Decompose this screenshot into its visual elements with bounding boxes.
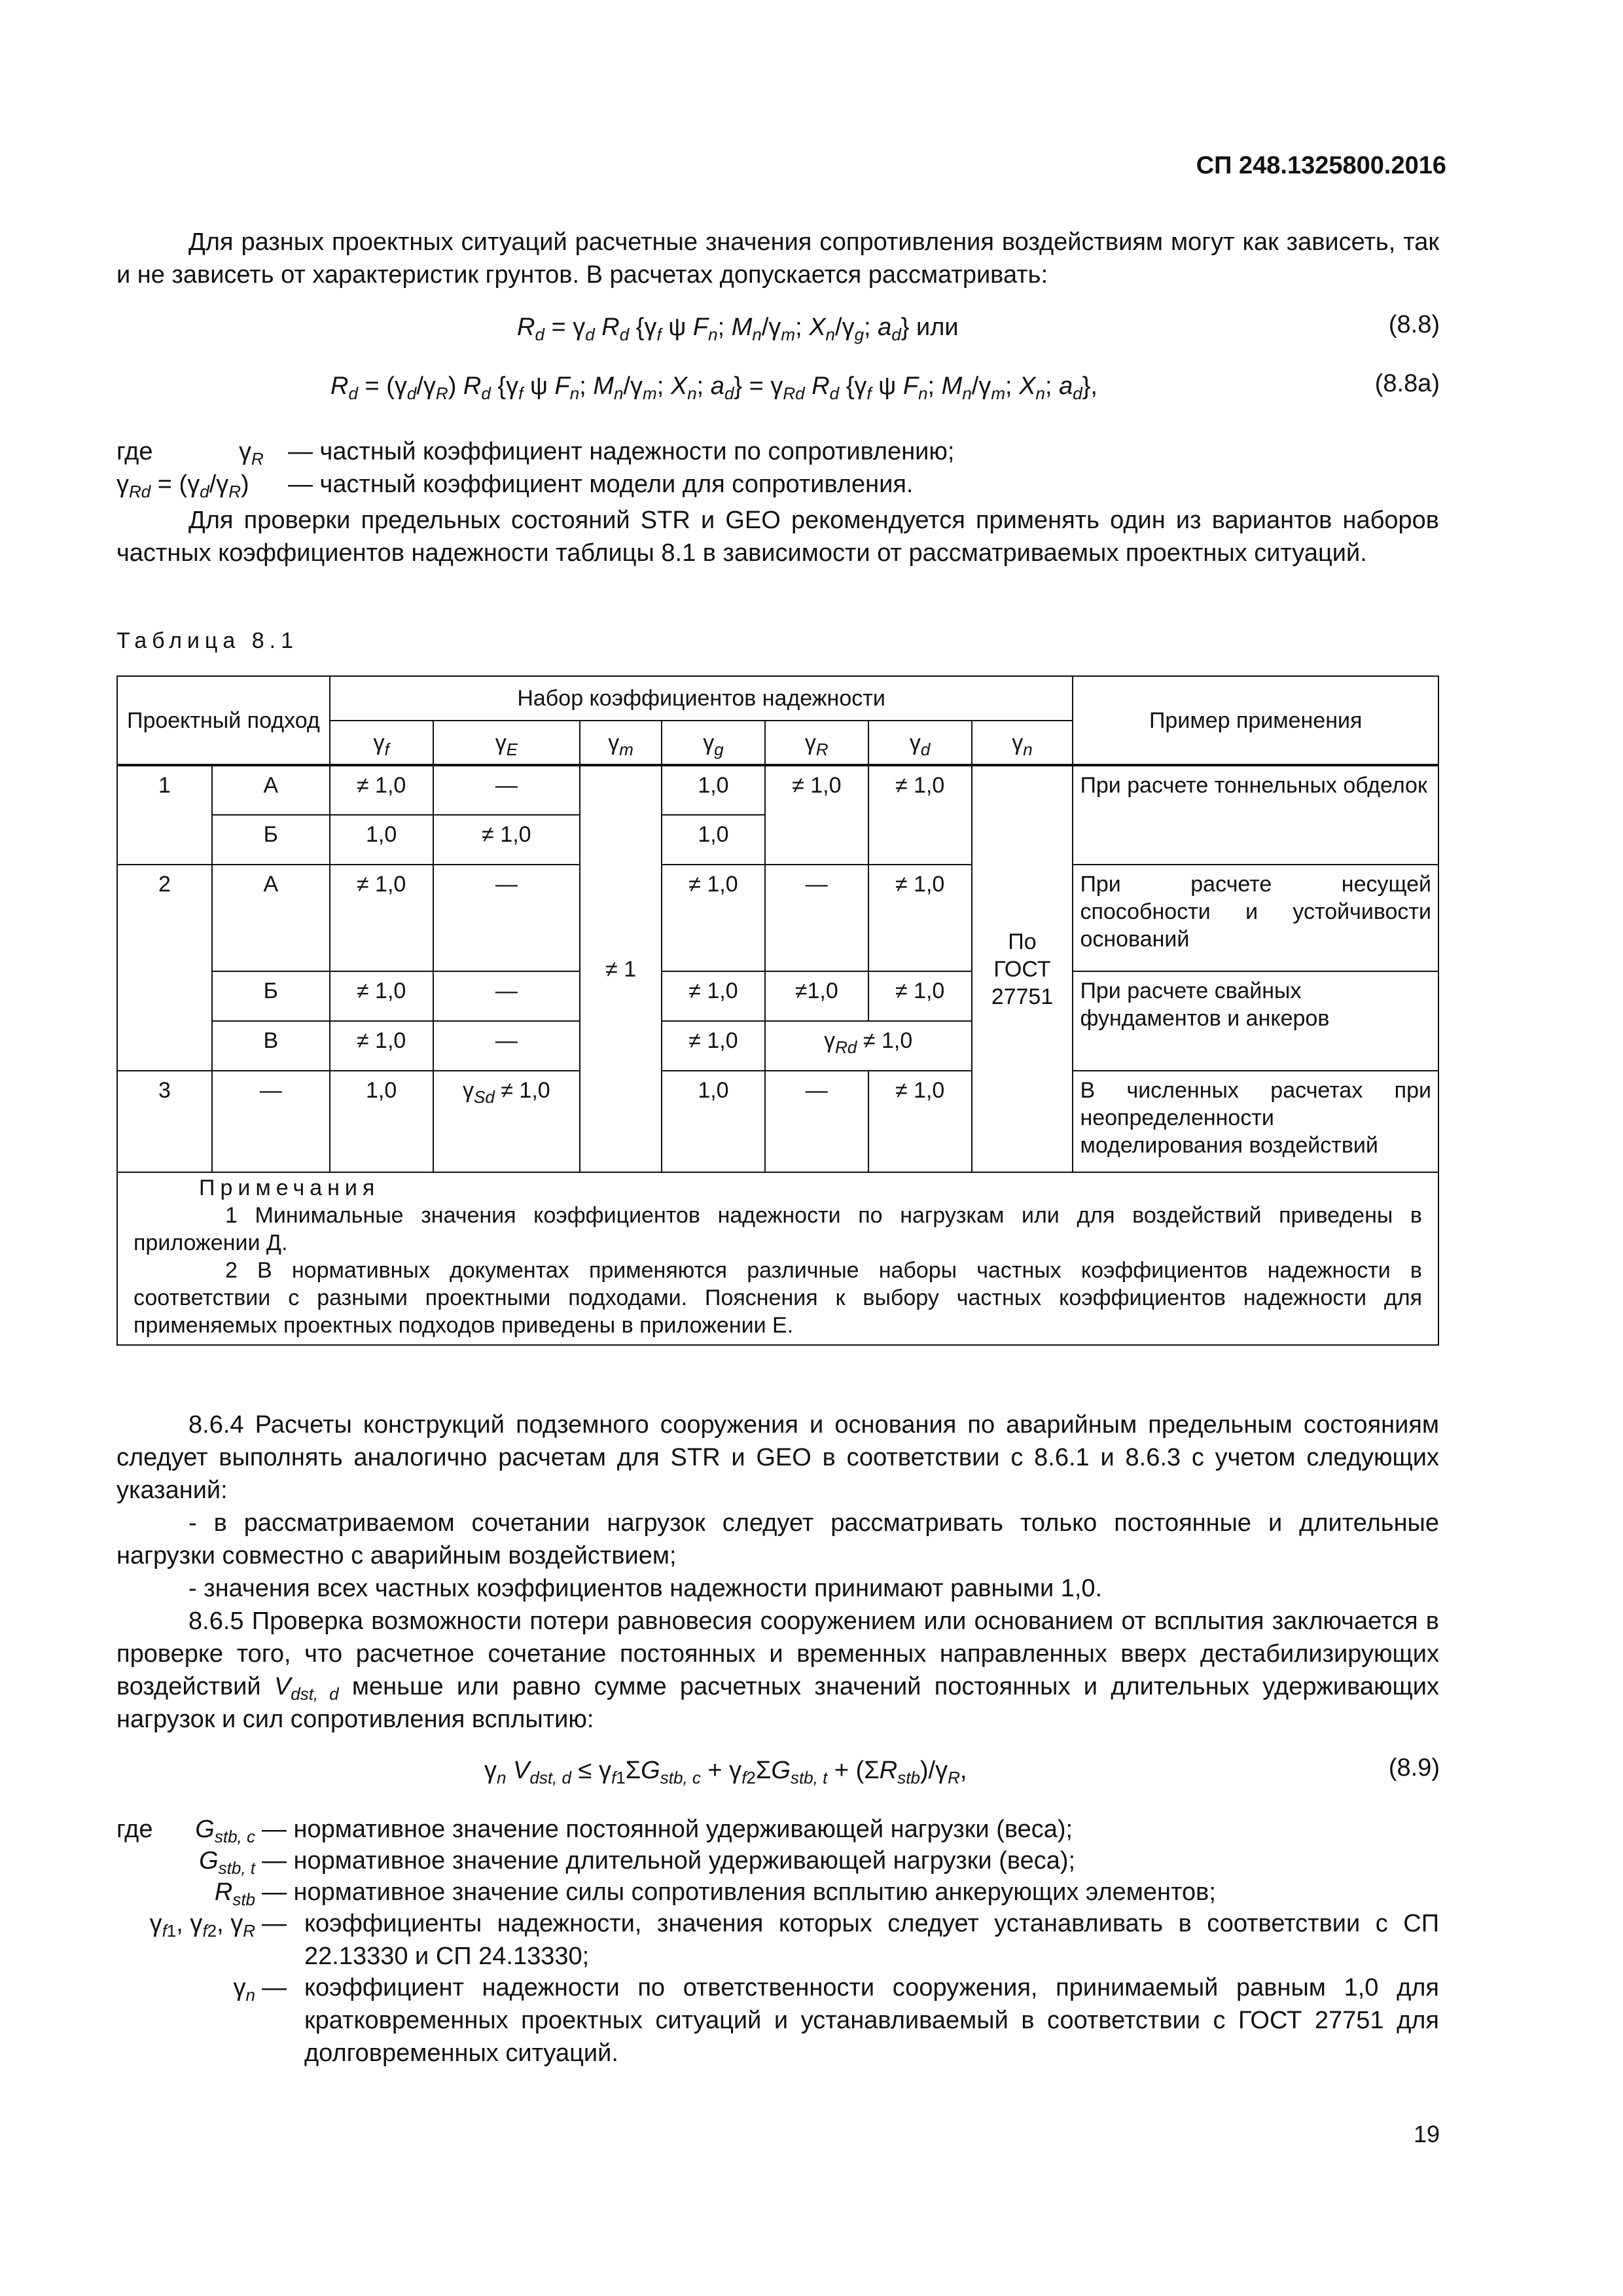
cell-sub: А (212, 865, 330, 971)
symbol-R-stb: $R_{stb}$ (214, 1878, 255, 1909)
formula-8-9-number: (8.9) (1388, 1754, 1440, 1782)
cell-gE: ≠ 1,0 (433, 815, 580, 865)
header-set: Набор коэффициентов надежности (330, 676, 1073, 721)
cell-gE: — (433, 865, 580, 971)
cell-example: При расчете свайных фундаментов и анкеров (1073, 971, 1438, 1071)
cell-gg: ≠ 1,0 (662, 971, 765, 1021)
header-example: Пример применения (1073, 676, 1438, 765)
section-8-6-4-bullet-1: - в рассматриваемом сочетании нагрузок следует рассматривать только постоянные и длительные нагрузки совместно с аварийным воздействием; (116, 1509, 1439, 1570)
where-line-2: — частный коэффициент модели для сопротивления. (288, 471, 914, 498)
formula-8-9: $\gamma_n$ $V_{dst, d} \le \gamma_{f1}\Sigma G_{stb, c} + \gamma_{f2}\Sigma G_{stb, t} + (\Sigma R_{stb})/\gamma_R$, (484, 1757, 967, 1787)
definition-5-dash: — (262, 1974, 287, 2001)
cell-gSd-value: ≠ 1,0 (501, 1078, 550, 1103)
symbol-gamma-R: $\gamma_R$ (239, 438, 264, 469)
definition-4: коэффициенты надежности, значения которых следует устанавливать в соответствии с СП 22.13330 и СП 24.13330; (304, 1910, 1439, 1970)
cell-gg: ≠ 1,0 (662, 865, 765, 971)
cell-gR: — (765, 1071, 868, 1172)
formula-8-8a: $R_d = (\gamma_d/\gamma_R)$ $R_d$ {$\gamma_f$ ψ $F_n$; $M_n/\gamma_m$; $X_n$; $a_d\} = \gamma_{Rd}$ $R_d$ {$\gamma_f$ ψ $F_n$; $M_n/\gamma_m$; $X_n$; $a_d$}, (330, 372, 1097, 403)
section-8-6-5-end: меньше или равно сумме расчетных значений постоянных и длительных удерживающих нагрузок и сил сопротивления всплытию: (116, 1673, 1439, 1733)
symbol-gamma-n: $\gamma_n$ (233, 1974, 255, 2005)
definition-2: — нормативное значение длительной удерживающей нагрузки (веса); (262, 1847, 1076, 1874)
cell-gd: ≠ 1,0 (868, 765, 972, 865)
cell-approach-num: 3 (117, 1071, 212, 1172)
cell-gE: — (433, 971, 580, 1021)
definition-1: — нормативное значение постоянной удерживающей нагрузки (веса); (262, 1816, 1073, 1843)
cell-gf: 1,0 (330, 1071, 433, 1172)
cell-sub: В (212, 1021, 330, 1071)
definition-3: — нормативное значение силы сопротивления всплытию анкерующих элементов; (262, 1878, 1216, 1906)
cell-sub: — (212, 1071, 330, 1172)
notes-cell (117, 1172, 1438, 1345)
table-row (117, 971, 1438, 1021)
cell-gf: ≠ 1,0 (330, 1021, 433, 1071)
note-2: 2 В нормативных документах применяются различные наборы частных коэффициентов надежности в соответствии с разными проектными подходами. Пояснения к выбору частных коэффициентов надежности для применяемых проектных подходов приведены в приложении Е. (134, 1258, 1422, 1338)
where-line-1: — частный коэффициент надежности по сопротивлению; (288, 438, 955, 465)
formula-8-8-tail: или (916, 314, 959, 341)
table-8-1 (116, 675, 1439, 1346)
symbol-gamma-Rd: $\gamma_{Rd} = (\gamma_d/\gamma_R)$ (116, 471, 249, 501)
symbol-G-stb-c: $G_{stb, c}$ (195, 1816, 255, 1846)
formula-8-8: $R_d = \gamma_d$ $R_d$ {$\gamma_f$ ψ $F_n$; $M_n/\gamma_m$; $X_n/\gamma_g$; $a_d$} или (517, 314, 959, 344)
cell-sub: А (212, 765, 330, 815)
symbol-gamma-f1-f2-R: $\gamma_{f1}$, $\gamma_{f2}$, $\gamma_R$ (149, 1910, 255, 1941)
header-gamma-R: $\gamma_R$ (765, 721, 868, 765)
table-row (117, 1071, 1438, 1172)
header-gamma-d: $\gamma_d$ (868, 721, 972, 765)
note-1: 1 Минимальные значения коэффициентов надежности по нагрузкам или для воздействий приведены в приложении Д. (134, 1203, 1422, 1255)
cell-gg: ≠ 1,0 (662, 1021, 765, 1071)
cell-gf: ≠ 1,0 (330, 865, 433, 971)
cell-gRd: $\gamma_{Rd} \ne 1,0$ (765, 1021, 972, 1071)
header-gamma-g: $\gamma_g$ (662, 721, 765, 765)
cell-example: При расчете тоннельных обделок (1073, 765, 1438, 865)
cell-gR: ≠1,0 (765, 971, 868, 1021)
notes-row (117, 1172, 1438, 1345)
formula-8-8-number: (8.8) (1388, 311, 1440, 338)
table-row (117, 865, 1438, 971)
cell-gf: ≠ 1,0 (330, 765, 433, 815)
cell-gE: — (433, 1021, 580, 1071)
cell-gE: — (433, 765, 580, 815)
section-8-6-4 (116, 1408, 1439, 1605)
cell-gE: $\gamma_{Sd} \ne 1,0$ (433, 1071, 580, 1172)
cell-gf: ≠ 1,0 (330, 971, 433, 1021)
cell-approach-num: 1 (117, 765, 212, 865)
header-gamma-E: $\gamma_E$ (433, 721, 580, 765)
cell-example: В численных расчетах при неопределенности моделирования воздействий (1073, 1071, 1438, 1172)
page-number: 19 (1413, 2121, 1440, 2147)
definition-4-dash: — (262, 1910, 287, 1937)
cell-approach-num: 2 (117, 865, 212, 1071)
section-8-6-5: 8.6.5 Проверка возможности потери равновесия сооружением или основанием от всплытия заключается в проверке того, что расчетное сочетание постоянных и временных направленных вверх дестабилизирующих воздействий $V_{dst, d}$ меньше или равно сумме расчетных значений постоянных и длительных удерживающих нагрузок и сил сопротивления всплытию: (116, 1607, 1439, 1733)
symbol-G-stb-t: $G_{stb, t}$ (199, 1847, 255, 1878)
cell-sub: Б (212, 971, 330, 1021)
cell-example: При расчете несущей способности и устойчивости оснований (1073, 865, 1438, 971)
cell-gRd-value: ≠ 1,0 (863, 1028, 913, 1053)
cell-gR: ≠ 1,0 (765, 765, 868, 865)
table-caption: Таблица 8.1 (116, 628, 299, 653)
cell-gf: 1,0 (330, 815, 433, 865)
header-gamma-m: $\gamma_m$ (580, 721, 662, 765)
cell-gn: По ГОСТ 27751 (972, 765, 1073, 1172)
document-code: СП 248.1325800.2016 (1196, 152, 1446, 179)
section-8-6-4-bullet-2: - значения всех частных коэффициентов надежности принимают равными 1,0. (188, 1575, 1103, 1602)
definitions-where-word: где (116, 1816, 153, 1843)
cell-gd: ≠ 1,0 (868, 1071, 972, 1172)
cell-gR: — (765, 865, 868, 971)
section-8-6-4-paragraph: 8.6.4 Расчеты конструкций подземного сооружения и основания по аварийным предельным состояниям следует выполнять аналогично расчетам для STR и GEO в соответствии с 8.6.1 и 8.6.3 с учетом следующих указаний: (116, 1411, 1439, 1504)
intro-paragraph: Для разных проектных ситуаций расчетные значения сопротивления воздействиям могут как зависеть, так и не зависеть от характеристик грунтов. В расчетах допускается рассматривать: (116, 228, 1439, 289)
notes-title: Примечания (199, 1175, 380, 1200)
where-word: где (116, 438, 153, 465)
definition-5: коэффициент надежности по ответственности сооружения, принимаемый равным 1,0 для кратковременных проектных ситуаций и устанавливаемый в соответствии с ГОСТ 27751 для долговременных ситуаций. (304, 1974, 1439, 2067)
cell-gg: 1,0 (662, 1071, 765, 1172)
check-paragraph: Для проверки предельных состояний STR и GEO рекомендуется применять один из вариантов наборов частных коэффициентов надежности таблицы 8.1 в зависимости от рассматриваемых проектных ситуаций. (116, 507, 1439, 567)
cell-gd: ≠ 1,0 (868, 971, 972, 1021)
header-gamma-f: $\gamma_f$ (330, 721, 433, 765)
formula-8-8a-number: (8.8а) (1374, 370, 1440, 397)
section-8-6-5-start: 8.6.5 Проверка возможности потери равновесия сооружением или основанием от всплытия заключается в проверке того, что расчетное сочетание постоянных и временных направленных вверх дестабилизирующих воздействий (116, 1607, 1439, 1700)
cell-gg: 1,0 (662, 765, 765, 815)
cell-sub: Б (212, 815, 330, 865)
table-row (117, 765, 1438, 815)
header-approach: Проектный подход (117, 676, 330, 765)
cell-gd: ≠ 1,0 (868, 865, 972, 971)
header-gamma-n: $\gamma_n$ (972, 721, 1073, 765)
cell-gg: 1,0 (662, 815, 765, 865)
cell-gm: ≠ 1 (580, 765, 662, 1172)
